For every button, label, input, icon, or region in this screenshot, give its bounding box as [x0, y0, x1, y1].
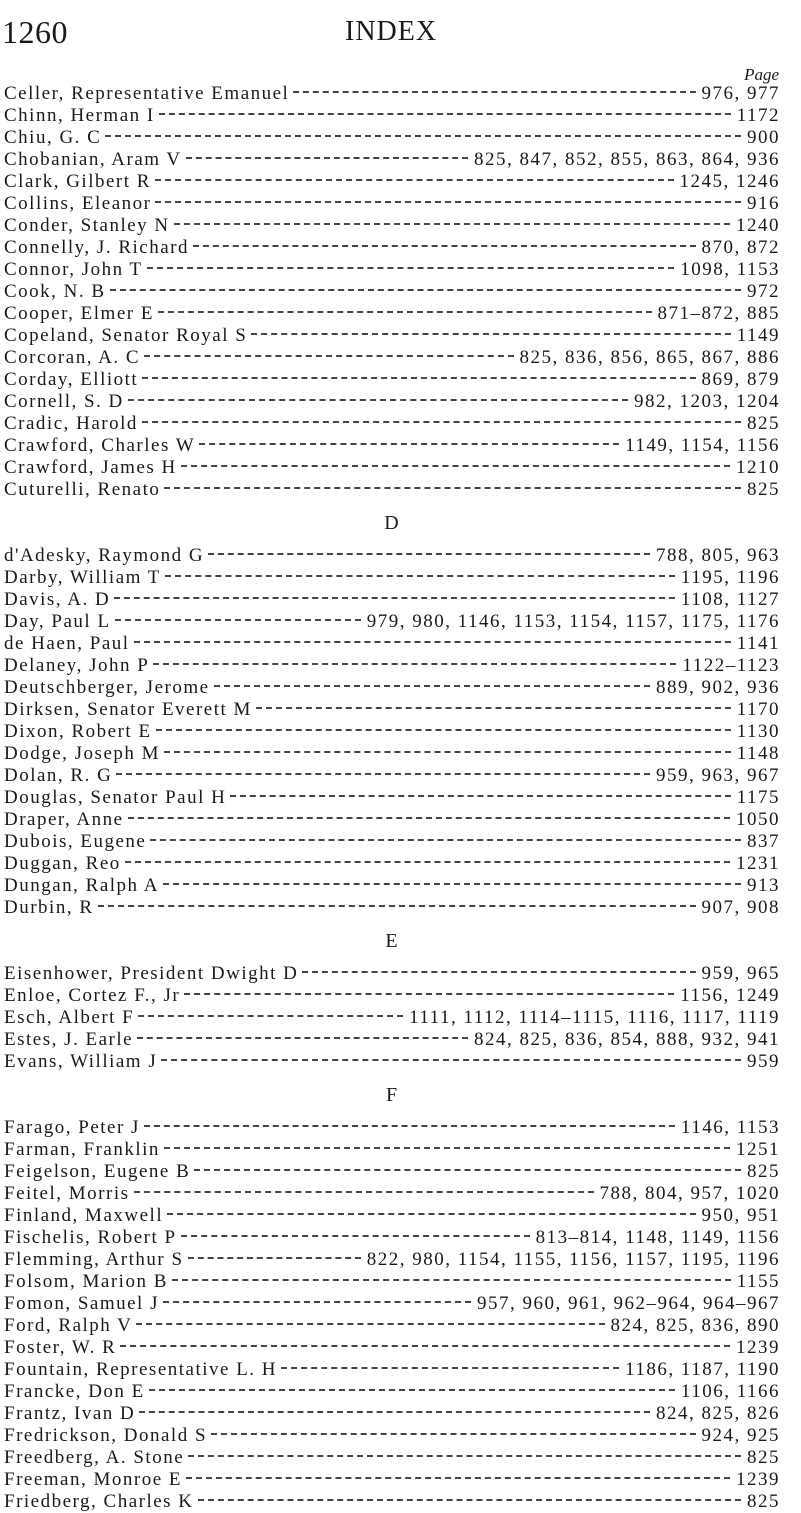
index-entry [4, 171, 780, 193]
entry-pages: 959 [747, 1051, 780, 1072]
entry-name: Corday, Elliott [4, 369, 139, 390]
index-entry [4, 347, 780, 369]
index-entry [4, 369, 780, 391]
index-entry [4, 1029, 780, 1051]
index-entry [4, 963, 780, 985]
entry-name: Dungan, Ralph A [4, 875, 159, 896]
entry-pages: 1251 [736, 1139, 780, 1160]
index-listing [4, 83, 780, 1513]
entry-name: Dolan, R. G [4, 765, 113, 786]
index-entry [4, 589, 780, 611]
entry-pages: 1130 [736, 721, 780, 742]
dot-leader [181, 1235, 530, 1237]
index-entry [4, 457, 780, 479]
index-entry [4, 875, 780, 897]
dot-leader [158, 311, 652, 313]
entry-pages: 788, 804, 957, 1020 [599, 1183, 780, 1204]
dot-leader [174, 223, 730, 225]
entry-pages: 972 [747, 281, 780, 302]
entry-pages: 813–814, 1148, 1149, 1156 [535, 1227, 780, 1248]
dot-leader [142, 377, 695, 379]
dot-leader [134, 1191, 594, 1193]
entry-pages: 1239 [736, 1337, 780, 1358]
entry-pages: 837 [747, 831, 780, 852]
entry-pages: 950, 951 [701, 1205, 780, 1226]
index-entry [4, 1381, 780, 1403]
dot-leader [142, 421, 741, 423]
entry-pages: 1170 [736, 699, 780, 720]
entry-pages: 924, 925 [701, 1425, 780, 1446]
entry-name: Dirksen, Senator Everett M [4, 699, 252, 720]
entry-name: Clark, Gilbert R [4, 171, 151, 192]
entry-pages: 869, 879 [701, 369, 780, 390]
page-header [0, 0, 801, 60]
entry-name: Day, Paul L [4, 611, 111, 632]
entry-name: Estes, J. Earle [4, 1029, 134, 1050]
dot-leader [153, 663, 676, 665]
entry-name: Cuturelli, Renato [4, 479, 161, 500]
section-letter: D [384, 512, 400, 534]
index-entry [4, 743, 780, 765]
index-entry [4, 413, 780, 435]
entry-name: Freedberg, A. Stone [4, 1447, 185, 1468]
index-entry [4, 1403, 780, 1425]
entry-name: Delaney, John P [4, 655, 150, 676]
page-column-label: Page [744, 65, 779, 84]
entry-pages: 825 [747, 479, 780, 500]
index-entry [4, 721, 780, 743]
entry-pages: 825, 836, 856, 865, 867, 886 [519, 347, 780, 368]
index-entry [4, 1491, 780, 1513]
entry-name: Esch, Albert F [4, 1007, 135, 1028]
entry-name: Durbin, R [4, 897, 94, 918]
dot-leader [188, 1455, 741, 1457]
entry-pages: 1111, 1112, 1114–1115, 1116, 1117, 1119 [409, 1007, 780, 1028]
entry-pages: 825 [747, 1447, 780, 1468]
dot-leader [167, 1213, 695, 1215]
entry-pages: 976, 977 [701, 83, 780, 104]
entry-pages: 1210 [736, 457, 780, 478]
dot-leader [293, 91, 695, 93]
entry-name: Cornell, S. D [4, 391, 124, 412]
entry-name: Ford, Ralph V [4, 1315, 133, 1336]
entry-pages: 1195, 1196 [680, 567, 780, 588]
dot-leader [165, 575, 675, 577]
dot-leader [181, 465, 730, 467]
dot-leader [184, 993, 674, 995]
entry-name: Dubois, Eugene [4, 831, 147, 852]
entry-pages: 1155 [736, 1271, 780, 1292]
dot-leader [159, 113, 731, 115]
entry-pages: 825, 847, 852, 855, 863, 864, 936 [474, 149, 780, 170]
entry-pages: 1156, 1249 [680, 985, 780, 1006]
entry-pages: 1231 [736, 853, 780, 874]
dot-leader [198, 1499, 741, 1501]
entry-pages: 824, 825, 826 [656, 1403, 780, 1424]
entry-pages: 788, 805, 963 [656, 545, 780, 566]
index-entry [4, 985, 780, 1007]
index-entry [4, 1139, 780, 1161]
index-entry [4, 677, 780, 699]
entry-name: Davis, A. D [4, 589, 111, 610]
index-entry [4, 1469, 780, 1491]
entry-pages: 959, 963, 967 [656, 765, 780, 786]
entry-pages: 916 [747, 193, 780, 214]
index-entry [4, 149, 780, 171]
dot-leader [208, 553, 650, 555]
dot-leader [155, 201, 741, 203]
entry-pages: 1148 [736, 743, 780, 764]
entry-name: Eisenhower, President Dwight D [4, 963, 299, 984]
entry-name: Copeland, Senator Royal S [4, 325, 248, 346]
entry-name: Duggan, Reo [4, 853, 121, 874]
entry-pages: 1175 [736, 787, 780, 808]
entry-pages: 907, 908 [701, 897, 780, 918]
index-entry [4, 303, 780, 325]
index-entry [4, 1249, 780, 1271]
dot-leader [164, 1147, 730, 1149]
index-entry [4, 611, 780, 633]
entry-name: Fredrickson, Donald S [4, 1425, 208, 1446]
dot-leader [194, 1169, 741, 1171]
index-entry [4, 127, 780, 149]
index-entry [4, 1205, 780, 1227]
dot-leader [128, 399, 628, 401]
running-title: INDEX [345, 16, 438, 47]
index-entry [4, 215, 780, 237]
entry-name: Chinn, Herman I [4, 105, 155, 126]
dot-leader [125, 861, 730, 863]
entry-pages: 1098, 1153 [680, 259, 780, 280]
index-entry [4, 1315, 780, 1337]
index-entry [4, 853, 780, 875]
index-entry [4, 655, 780, 677]
index-entry [4, 1051, 780, 1073]
dot-leader [115, 619, 361, 621]
entry-name: de Haen, Paul [4, 633, 130, 654]
dot-leader [134, 641, 731, 643]
entry-pages: 957, 960, 961, 962–964, 964–967 [477, 1293, 780, 1314]
index-entry [4, 1337, 780, 1359]
index-entry [4, 545, 780, 567]
entry-name: Friedberg, Charles K [4, 1491, 194, 1512]
index-entry [4, 1117, 780, 1139]
entry-name: Fischelis, Robert P [4, 1227, 177, 1248]
dot-leader [164, 487, 741, 489]
entry-pages: 1106, 1166 [680, 1381, 780, 1402]
entry-name: Fomon, Samuel J [4, 1293, 159, 1314]
entry-pages: 979, 980, 1146, 1153, 1154, 1157, 1175, 1176 [366, 611, 780, 632]
dot-leader [156, 729, 731, 731]
index-entry [4, 1359, 780, 1381]
entry-pages: 959, 965 [701, 963, 780, 984]
entry-name: Chobanian, Aram V [4, 149, 182, 170]
dot-leader [199, 443, 619, 445]
entry-pages: 824, 825, 836, 854, 888, 932, 941 [474, 1029, 780, 1050]
entry-name: Farman, Franklin [4, 1139, 160, 1160]
entry-name: Dodge, Joseph M [4, 743, 161, 764]
entry-pages: 824, 825, 836, 890 [610, 1315, 780, 1336]
entry-pages: 1050 [736, 809, 780, 830]
dot-leader [214, 685, 650, 687]
entry-pages: 1122–1123 [682, 655, 780, 676]
index-entry [4, 1447, 780, 1469]
index-entry [4, 237, 780, 259]
index-entry [4, 897, 780, 919]
entry-name: Crawford, James H [4, 457, 177, 478]
index-entry [4, 567, 780, 589]
dot-leader [149, 1389, 675, 1391]
entry-pages: 1172 [736, 105, 780, 126]
dot-leader [144, 355, 513, 357]
index-entry [4, 1425, 780, 1447]
entry-name: Feitel, Morris [4, 1183, 130, 1204]
index-entry [4, 325, 780, 347]
entry-name: Evans, William J [4, 1051, 158, 1072]
entry-pages: 982, 1203, 1204 [634, 391, 780, 412]
dot-leader [230, 795, 730, 797]
section-letter: F [385, 1084, 399, 1106]
dot-leader [186, 1477, 730, 1479]
entry-name: Draper, Anne [4, 809, 124, 830]
entry-name: Francke, Don E [4, 1381, 145, 1402]
entry-pages: 825 [747, 413, 780, 434]
entry-name: Crawford, Charles W [4, 435, 196, 456]
dot-leader [164, 751, 731, 753]
entry-name: Darby, William T [4, 567, 161, 588]
entry-pages: 1149, 1154, 1156 [625, 435, 780, 456]
dot-leader [110, 289, 741, 291]
index-entry [4, 1293, 780, 1315]
entry-pages: 825 [747, 1491, 780, 1512]
entry-name: Foster, W. R [4, 1337, 117, 1358]
entry-name: Corcoran, A. C [4, 347, 141, 368]
entry-pages: 1149 [736, 325, 780, 346]
dot-leader [105, 135, 741, 137]
entry-name: Conder, Stanley N [4, 215, 170, 236]
dot-leader [137, 1037, 468, 1039]
entry-name: Douglas, Senator Paul H [4, 787, 227, 808]
index-entry [4, 105, 780, 127]
entry-pages: 889, 902, 936 [656, 677, 780, 698]
index-entry [4, 1271, 780, 1293]
index-entry [4, 765, 780, 787]
dot-leader [163, 883, 741, 885]
entry-name: Chiu, G. C [4, 127, 102, 148]
index-entry [4, 1227, 780, 1249]
entry-name: Frantz, Ivan D [4, 1403, 136, 1424]
dot-leader [186, 157, 468, 159]
dot-leader [128, 817, 730, 819]
dot-leader [138, 1015, 403, 1017]
dot-leader [139, 1411, 650, 1413]
index-entry [4, 1161, 780, 1183]
entry-name: Cook, N. B [4, 281, 106, 302]
entry-name: Deutschberger, Jerome [4, 677, 210, 698]
dot-leader [302, 971, 695, 973]
dot-leader [98, 905, 696, 907]
entry-pages: 822, 980, 1154, 1155, 1156, 1157, 1195, 1196 [366, 1249, 780, 1270]
index-entry [4, 281, 780, 303]
dot-leader [116, 773, 650, 775]
section-letter: E [385, 930, 399, 952]
entry-pages: 870, 872 [701, 237, 780, 258]
dot-leader [193, 245, 696, 247]
entry-name: Folsom, Marion B [4, 1271, 168, 1292]
entry-name: Dixon, Robert E [4, 721, 152, 742]
index-entry [4, 193, 780, 215]
index-entry [4, 391, 780, 413]
page-number: 1260 [2, 14, 68, 50]
entry-pages: 1240 [736, 215, 780, 236]
index-entry [4, 831, 780, 853]
entry-pages: 825 [747, 1161, 780, 1182]
entry-pages: 871–872, 885 [657, 303, 780, 324]
index-entry [4, 435, 780, 457]
entry-pages: 1108, 1127 [680, 589, 780, 610]
index-entry [4, 1183, 780, 1205]
entry-pages: 1239 [736, 1469, 780, 1490]
dot-leader [188, 1257, 361, 1259]
index-entry [4, 699, 780, 721]
dot-leader [136, 1323, 604, 1325]
entry-pages: 1245, 1246 [679, 171, 780, 192]
dot-leader [251, 333, 730, 335]
index-entry [4, 809, 780, 831]
entry-pages: 1186, 1187, 1190 [625, 1359, 780, 1380]
entry-name: Flemming, Arthur S [4, 1249, 184, 1270]
dot-leader [144, 1125, 675, 1127]
dot-leader [211, 1433, 695, 1435]
index-entry [4, 1007, 780, 1029]
dot-leader [256, 707, 731, 709]
dot-leader [120, 1345, 730, 1347]
entry-name: Cooper, Elmer E [4, 303, 154, 324]
entry-name: Fountain, Representative L. H [4, 1359, 278, 1380]
dot-leader [163, 1301, 471, 1303]
index-entry [4, 259, 780, 281]
entry-name: Cradic, Harold [4, 413, 138, 434]
entry-name: Freeman, Monroe E [4, 1469, 182, 1490]
entry-name: Connelly, J. Richard [4, 237, 189, 258]
dot-leader [150, 839, 741, 841]
entry-name: Celler, Representative Emanuel [4, 83, 290, 104]
index-entry [4, 787, 780, 809]
entry-name: Enloe, Cortez F., Jr [4, 985, 181, 1006]
entry-name: Finland, Maxwell [4, 1205, 164, 1226]
dot-leader [172, 1279, 731, 1281]
entry-name: d'Adesky, Raymond G [4, 545, 205, 566]
dot-leader [161, 1059, 741, 1061]
entry-pages: 900 [747, 127, 780, 148]
entry-name: Connor, John T [4, 259, 143, 280]
dot-leader [155, 179, 674, 181]
entry-pages: 1146, 1153 [680, 1117, 780, 1138]
dot-leader [114, 597, 675, 599]
dot-leader [147, 267, 675, 269]
entry-name: Collins, Eleanor [4, 193, 152, 214]
index-entry [4, 83, 780, 105]
index-entry [4, 479, 780, 501]
dot-leader [281, 1367, 619, 1369]
index-entry [4, 633, 780, 655]
entry-name: Feigelson, Eugene B [4, 1161, 191, 1182]
entry-name: Farago, Peter J [4, 1117, 140, 1138]
entry-pages: 913 [747, 875, 780, 896]
entry-pages: 1141 [736, 633, 780, 654]
